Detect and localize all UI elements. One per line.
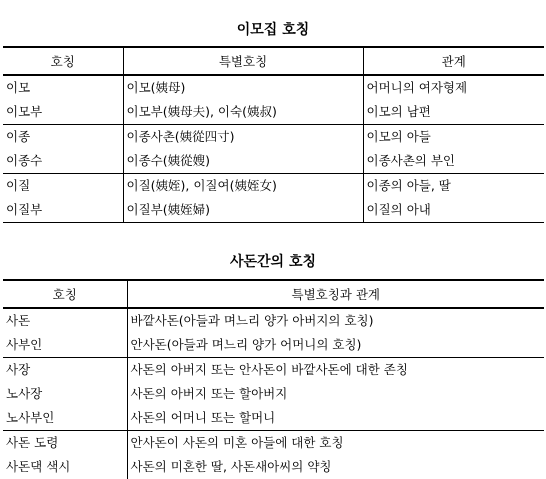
header-hoching: 호칭 — [3, 47, 123, 75]
cell-hoching: 사돈 도령 — [3, 431, 127, 456]
cell-hoching: 이종수 — [6, 153, 43, 168]
cell-hoching: 이질부 — [3, 198, 123, 223]
relatives-table-imo — [3, 46, 544, 223]
cell-special-relation: 사돈의 어머니 또는 할머니 — [127, 406, 544, 431]
table-row — [3, 358, 544, 383]
cell-hoching: 이모 — [6, 80, 31, 95]
header-special-and-relation: 특별호칭과 관계 — [127, 280, 544, 308]
cell-relation: 이종의 아들, 딸 — [363, 174, 544, 199]
cell-hoching: 사돈댁 색시 — [6, 459, 71, 474]
cell-hoching: 사장 — [3, 358, 127, 383]
table-row — [3, 382, 544, 406]
table1-title: 이모집 호칭 — [236, 22, 310, 38]
header-hoching: 호칭 — [3, 280, 127, 308]
cell-relation: 이모의 남편 — [363, 100, 544, 125]
table2-title: 사돈간의 호칭 — [229, 254, 317, 270]
cell-special: 이모(姨母) — [123, 75, 363, 100]
cell-hoching: 이모부 — [6, 104, 43, 119]
cell-special-relation: 바깥사돈(아들과 며느리 양가 아버지의 호칭) — [127, 308, 544, 333]
cell-special-relation: 안사돈이 사돈의 미혼 아들에 대한 호칭 — [127, 431, 544, 456]
table-row — [3, 75, 544, 100]
cell-relation: 이모의 아들 — [363, 125, 544, 150]
table-row — [3, 149, 544, 174]
table-row — [3, 125, 544, 150]
header-special-hoching: 특별호칭 — [123, 47, 363, 75]
cell-special: 이종사촌(姨從四寸) — [123, 125, 363, 150]
table-row — [3, 100, 544, 125]
cell-special: 이질(姨姪), 이질여(姨姪女) — [123, 174, 363, 199]
cell-special-relation: 사돈의 아버지 또는 안사돈이 바깥사돈에 대한 존칭 — [127, 358, 544, 383]
cell-hoching: 노사부인 — [6, 410, 55, 425]
cell-hoching: 사부인 — [6, 337, 43, 352]
table-row — [3, 198, 544, 223]
cell-special: 이모부(姨母夫), 이숙(姨叔) — [123, 100, 363, 125]
cell-relation: 어머니의 여자형제 — [363, 75, 544, 100]
table-row — [3, 308, 544, 333]
table-row — [3, 455, 544, 479]
cell-hoching: 사돈 — [6, 313, 31, 328]
cell-hoching: 이질 — [3, 174, 123, 199]
table-row — [3, 406, 544, 431]
cell-special: 이질부(姨姪婦) — [123, 198, 363, 223]
cell-hoching: 이종 — [3, 125, 123, 150]
cell-special: 이종수(姨從嫂) — [123, 149, 363, 174]
relatives-table-sadon — [3, 279, 544, 479]
table-row — [3, 431, 544, 456]
cell-special-relation: 사돈의 미혼한 딸, 사돈새아씨의 약칭 — [127, 455, 544, 479]
header-relation: 관계 — [363, 47, 544, 75]
cell-relation: 이질의 아내 — [363, 198, 544, 223]
table-row — [3, 333, 544, 358]
table-row — [3, 174, 544, 199]
cell-hoching: 노사장 — [6, 386, 43, 401]
cell-special-relation: 사돈의 아버지 또는 할아버지 — [127, 382, 544, 406]
cell-relation: 이종사촌의 부인 — [363, 149, 544, 174]
cell-special-relation: 안사돈(아들과 며느리 양가 어머니의 호칭) — [127, 333, 544, 358]
